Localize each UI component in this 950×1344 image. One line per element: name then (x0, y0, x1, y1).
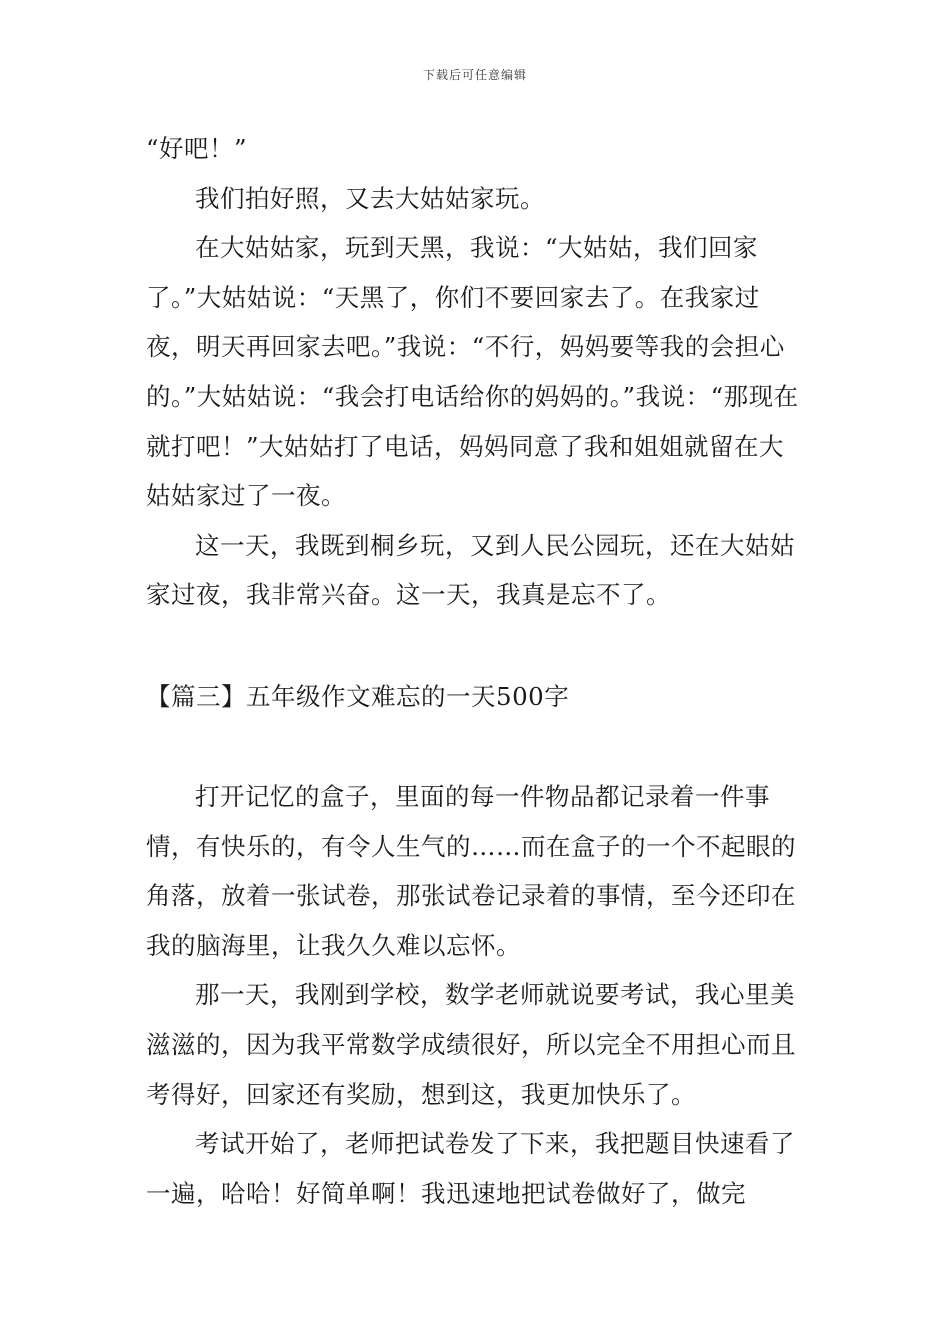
paragraph: 我们拍好照，又去大姑姑家玩。 (195, 183, 545, 213)
paragraph: 在大姑姑家，玩到天黑，我说：“大姑姑，我们回家了。”大姑姑说：“天黑了，你们不要回家去了。在我家过夜，明天再回家去吧。”我说：“不行，妈妈要等我的会担心的。”大姑姑说：“我会打电话给你的妈妈的。”我说：“那现在就打吧！”大姑姑打了电话，妈妈同意了我和姐姐就留在大姑姑家过了一夜。 (146, 233, 799, 511)
paragraph: 这一天，我既到桐乡玩，又到人民公园玩，还在大姑姑家过夜，我非常兴奋。这一天，我真是忘不了。 (146, 530, 795, 610)
section-three-body (146, 772, 806, 1218)
paragraph: “好吧！” (146, 134, 248, 163)
paragraph: 那一天，我刚到学校，数学老师就说要考试，我心里美滋滋的，因为我平常数学成绩很好，所以完全不用担心而且考得好，回家还有奖励，想到这，我更加快乐了。 (146, 980, 796, 1109)
section-heading-block (146, 672, 806, 722)
section-heading: 【篇三】五年级作文难忘的一天500字 (146, 682, 570, 711)
section-continuation (146, 124, 806, 620)
paragraph: 考试开始了，老师把试卷发了下来，我把题目快速看了一遍，哈哈！好简单啊！我迅速地把试卷做好了，做完 (146, 1129, 795, 1208)
paragraph: 打开记忆的盒子，里面的每一件物品都记录着一件事情，有快乐的，有令人生气的……而在盒子的一个不起眼的角落，放着一张试卷，那张试卷记录着的事情，至今还印在我的脑海里，让我久久难以忘怀。 (146, 782, 796, 960)
page-header: 下载后可任意编辑 (422, 68, 527, 82)
